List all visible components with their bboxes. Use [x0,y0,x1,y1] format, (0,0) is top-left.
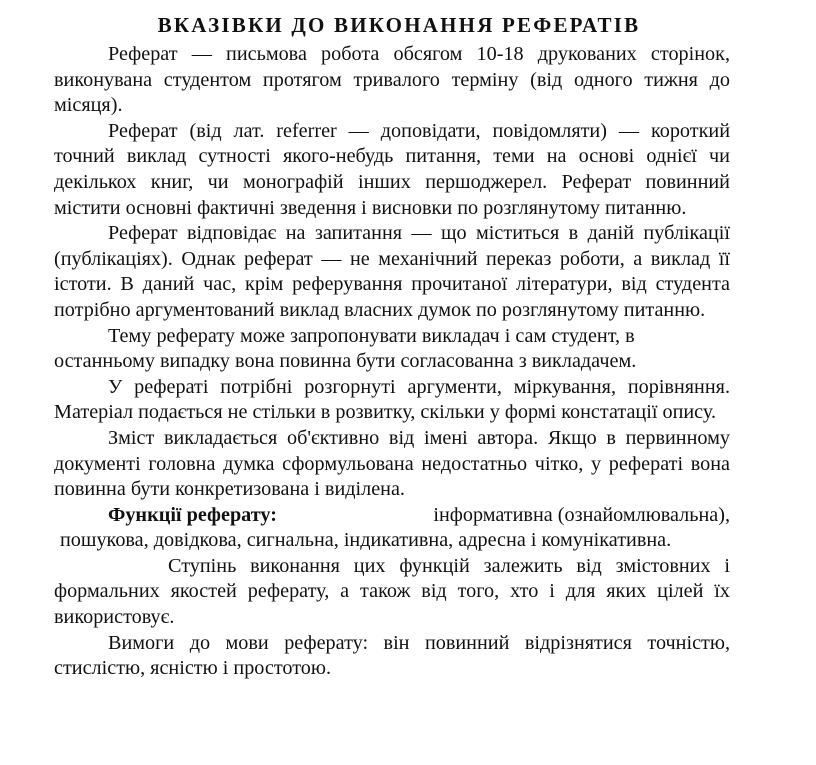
functions-first: інформативна (ознайомлювальна), [433,503,730,526]
paragraph-etymology: Реферат (від лат. referrer — доповідати, повідомляти) — короткий точний виклад сутності якого-небудь питання, теми на основі однієї чи декількох книг, чи монографій інших першоджерел. Реферат повинний містити основні фактичні зведення і висновки по розглянутому питанню. [54,119,730,219]
document-page [54,10,730,682]
paragraph-topic: Тему реферату може запропонувати викладач і сам студент, в останньому випадку вона повинна бути согласованна з викладачем. [54,324,637,373]
functions-rest: пошукова, довідкова, сигнальна, індикативна, адресна і комунікативна. [60,529,672,552]
paragraph-arguments: У рефераті потрібні розгорнуті аргументи, міркування, порівняння. Матеріал подається не стільки в розвитку, скільки у формі констатації опису. [54,375,730,424]
document-title: ВКАЗІВКИ ДО ВИКОНАННЯ РЕФЕРАТІВ [157,13,641,37]
paragraph-content: Реферат відповідає на запитання — що міститься в даній публікації (публікаціях). Однак реферат — не механічний переказ роботи, а виклад її істоти. В даний час, крім реферування прочитаної літератури, від студента потрібно аргументований виклад власних думок по розглянутому питанню. [54,222,730,321]
functions-label: Функції реферату: [108,503,277,526]
paragraph-definition: Реферат — письмова робота обсягом 10-18 друкованих сторінок, виконувана студентом протягом тривалого терміну (від одного тижня до місяця). [54,43,730,117]
functions-line [54,503,730,529]
paragraph-language-requirements: Вимоги до мови реферату: він повинний відрізнятися точністю, стислістю, ясністю і простотою. [54,631,730,680]
paragraph-objectivity: Зміст викладається об'єктивно від імені автора. Якщо в первинному документі головна думка сформульована недостатньо чітко, у рефераті вона повинна бути конкретизована і виділена. [54,426,730,501]
paragraph-functions-degree: Ступінь виконання цих функцій залежить від змістовних і формальних якостей реферату, а також від того, хто і для яких цілей їх використовує. [54,554,730,629]
